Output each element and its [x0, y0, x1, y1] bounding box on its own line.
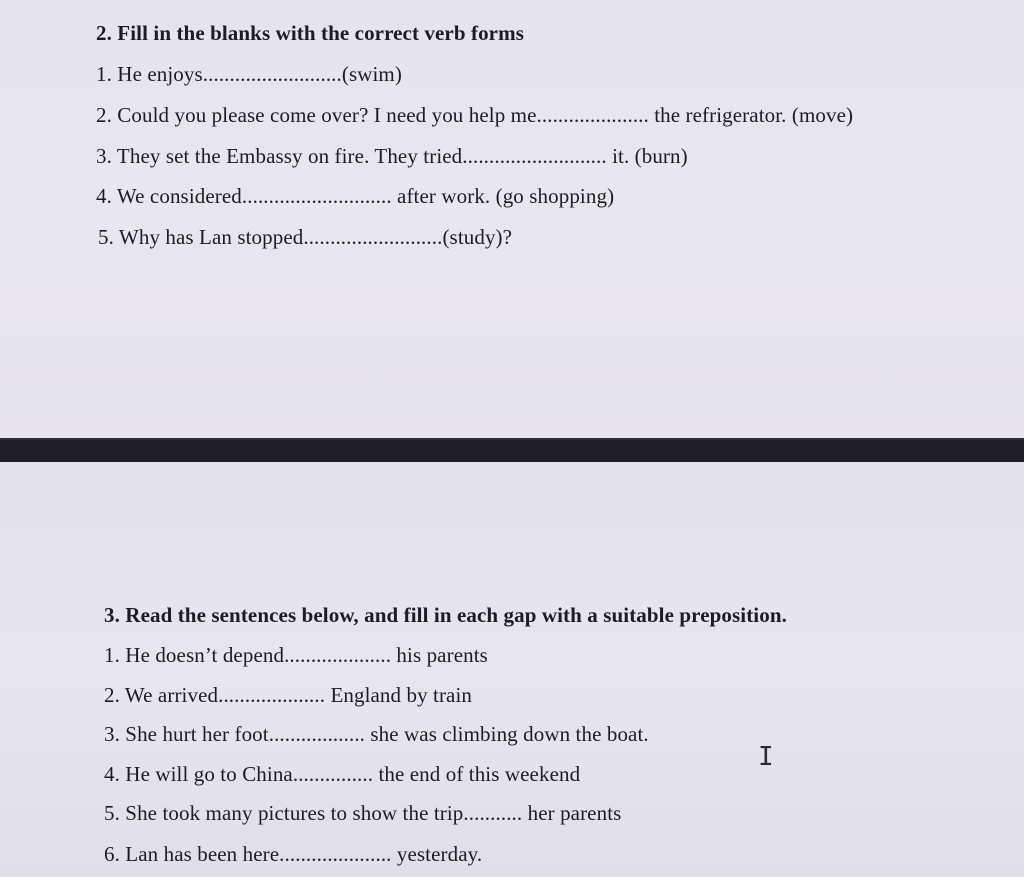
page-divider-bar — [0, 438, 1024, 464]
section-2-item-5: 5. Why has Lan stopped..........................(study)? — [98, 225, 513, 249]
section-3-item-4: 4. He will go to China............... the end of this weekend — [104, 762, 581, 786]
section-2-item-3: 3. They set the Embassy on fire. They tried........................... it. (burn) — [96, 144, 688, 168]
section-2-heading: 2. Fill in the blanks with the correct verb forms — [96, 21, 524, 45]
section-2-item-1: 1. He enjoys..........................(swim) — [96, 62, 402, 86]
section-2-item-2: 2. Could you please come over? I need you help me..................... the refrigerator. (move) — [96, 103, 854, 127]
section-2-item-4: 4. We considered............................ after work. (go shopping) — [96, 184, 615, 208]
section-3-item-1: 1. He doesn’t depend.................... his parents — [104, 643, 488, 667]
section-3-item-5: 5. She took many pictures to show the trip........... her parents — [104, 801, 622, 825]
section-3-item-2: 2. We arrived.................... England by train — [104, 683, 473, 707]
section-3-item-3: 3. She hurt her foot.................. she was climbing down the boat. — [104, 722, 649, 746]
text-cursor-icon: I — [758, 742, 774, 772]
section-3-heading: 3. Read the sentences below, and fill in each gap with a suitable preposition. — [104, 603, 787, 627]
section-3-item-6: 6. Lan has been here..................... yesterday. — [104, 842, 483, 866]
